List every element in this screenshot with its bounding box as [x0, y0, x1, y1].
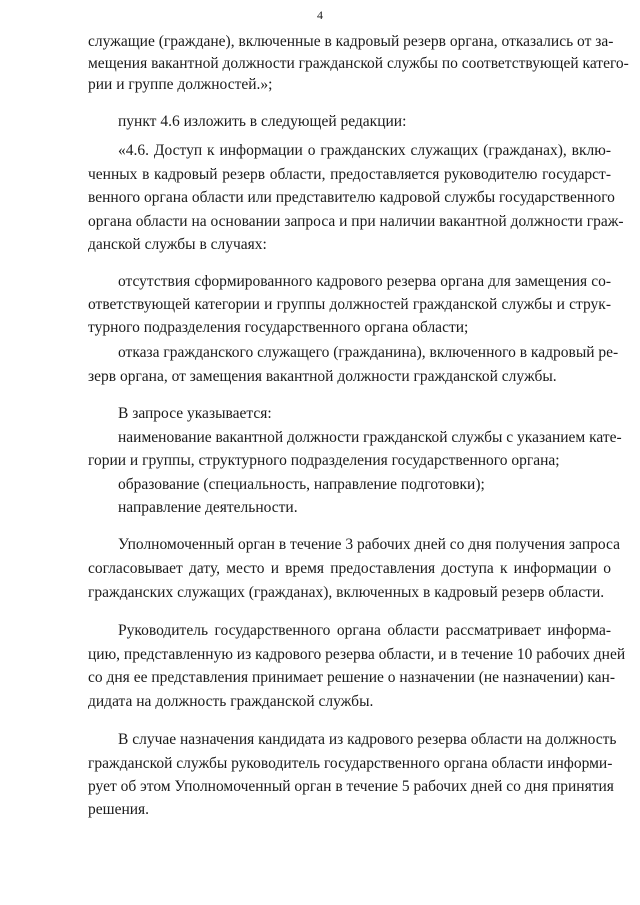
- page-number: 4: [317, 8, 323, 22]
- text-line: со дня ее представления принимает решение о назначении (не назначении) кан-: [88, 669, 616, 686]
- text-line: отказа гражданского служащего (гражданина), включенного в кадровый ре-: [118, 344, 619, 361]
- text-line: согласовывает дату, место и время предоставления доступа к информации о: [88, 560, 611, 577]
- text-line: В запросе указывается:: [118, 405, 272, 422]
- text-line: зерв органа, от замещения вакантной должности гражданской службы.: [88, 368, 557, 385]
- text-line: рует об этом Уполномоченный орган в течение 5 рабочих дней со дня принятия: [88, 778, 614, 795]
- text-line: венного органа области или представителю кадровой службы государственного: [88, 189, 615, 206]
- text-line: Уполномоченный орган в течение 3 рабочих дней со дня получения запроса: [118, 536, 620, 553]
- text-line: органа области на основании запроса и при наличии вакантной должности граж-: [88, 213, 624, 230]
- text-line: направление деятельности.: [118, 499, 298, 516]
- text-line: данской службы в случаях:: [88, 236, 267, 253]
- text-line: образование (специальность, направление подготовки);: [118, 476, 485, 493]
- text-line: турного подразделения государственного органа области;: [88, 319, 469, 336]
- text-line: пункт 4.6 изложить в следующей редакции:: [118, 113, 407, 130]
- text-line: цию, представленную из кадрового резерва области, и в течение 10 рабочих дней: [88, 646, 626, 663]
- text-line: ответствующей категории и группы должностей гражданской службы и струк-: [88, 296, 611, 313]
- text-line: мещения вакантной должности гражданской службы по соответствующей катего-: [88, 55, 629, 72]
- text-line: служащие (граждане), включенные в кадровый резерв органа, отказались от за-: [88, 33, 614, 50]
- text-line: гражданской службы руководитель государственного органа области информи-: [88, 755, 613, 772]
- text-line: решения.: [88, 801, 150, 818]
- text-line: отсутствия сформированного кадрового резерва органа для замещения со-: [118, 273, 611, 290]
- text-line: ченных в кадровый резерв области, предоставляется руководителю государст-: [88, 166, 611, 183]
- text-line: «4.6. Доступ к информации о гражданских служащих (гражданах), вклю-: [118, 142, 611, 159]
- text-line: дидата на должность гражданской службы.: [88, 693, 374, 710]
- text-line: наименование вакантной должности гражданской службы с указанием кате-: [118, 429, 622, 446]
- text-line: гражданских служащих (гражданах), включенных в кадровый резерв области.: [88, 584, 605, 601]
- text-line: гории и группы, структурного подразделения государственного органа;: [88, 452, 560, 469]
- text-line: рии и группе должностей.»;: [88, 76, 273, 93]
- text-line: Руководитель государственного органа области рассматривает информа-: [118, 622, 611, 639]
- text-line: В случае назначения кандидата из кадрового резерва области на должность: [118, 731, 617, 748]
